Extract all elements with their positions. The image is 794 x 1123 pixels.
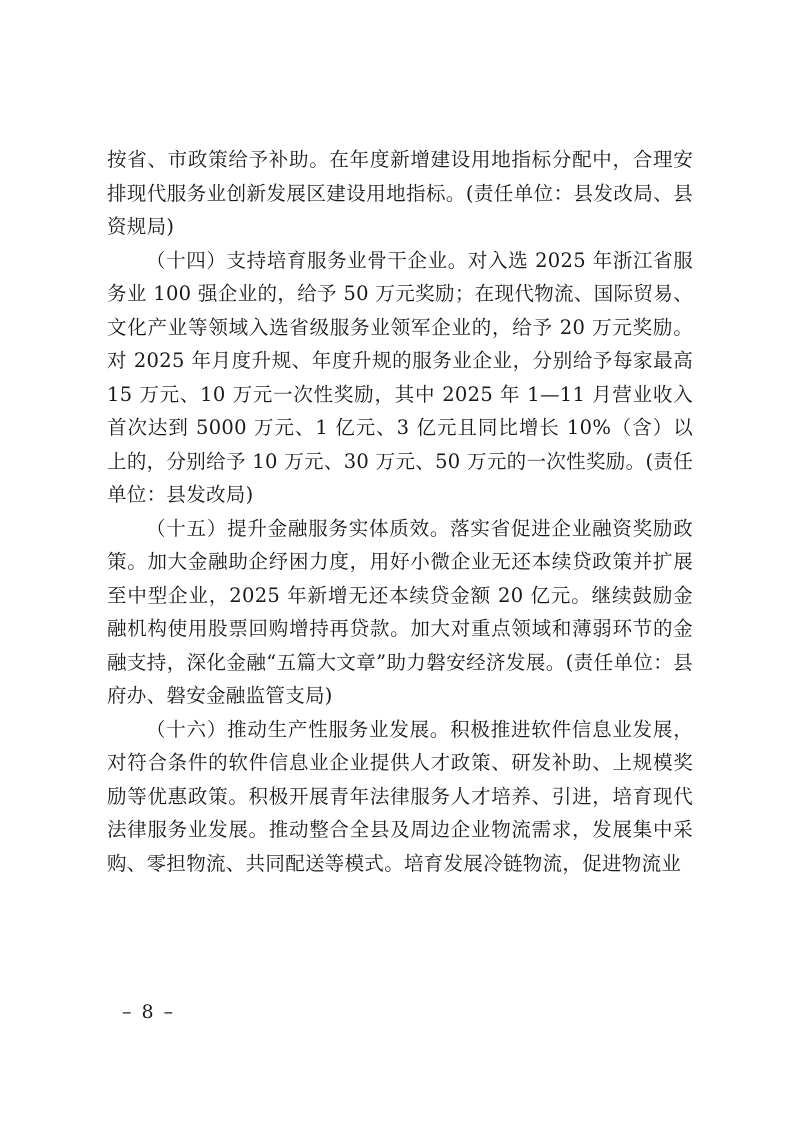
paragraph-section-14: （十四）支持培育服务业骨干企业。对入选 2025 年浙江省服务业 100 强企业的，给予 50 万元奖励；在现代物流、国际贸易、文化产业等领域入选省级服务业领军企业的，给予 20 万元奖励。对 2025 年月度升规、年度升规的服务业企业，分别给予每家最高 15 万元、10 万元一次性奖励，其中 2025 年 1—11 月营业收入首次达到 5000 万元、1 亿元、3 亿元且同比增长 10%（含）以上的，分别给予 10 万元、30 万元、50 万元的一次性奖励。(责任单位：县发改局) <box>107 248 693 506</box>
paragraph-section-16: （十六）推动生产性服务业发展。积极推进软件信息业发展，对符合条件的软件信息业企业提供人才政策、研发补助、上规模奖励等优惠政策。积极开展青年法律服务人才培养、引进，培育现代法律服务业发展。推动整合全县及周边企业物流需求，发展集中采购、零担物流、共同配送等模式。培育发展冷链物流，促进物流业 <box>107 717 693 875</box>
paragraph-section-15: （十五）提升金融服务实体质效。落实省促进企业融资奖励政策。加大金融助企纾困力度，用好小微企业无还本续贷政策并扩展至中型企业，2025 年新增无还本续贷金额 20 亿元。继续鼓励金融机构使用股票回购增持再贷款。加大对重点领域和薄弱环节的金融支持，深化金融“五篇大文章”助力磐安经济发展。(责任单位：县府办、磐安金融监管支局) <box>107 516 693 707</box>
document-body <box>107 143 693 880</box>
paragraph-continued: 按省、市政策给予补助。在年度新增建设用地指标分配中，合理安排现代服务业创新发展区建设用地指标。(责任单位：县发改局、县资规局) <box>107 148 693 238</box>
page-number: – 8 – <box>122 1001 176 1023</box>
